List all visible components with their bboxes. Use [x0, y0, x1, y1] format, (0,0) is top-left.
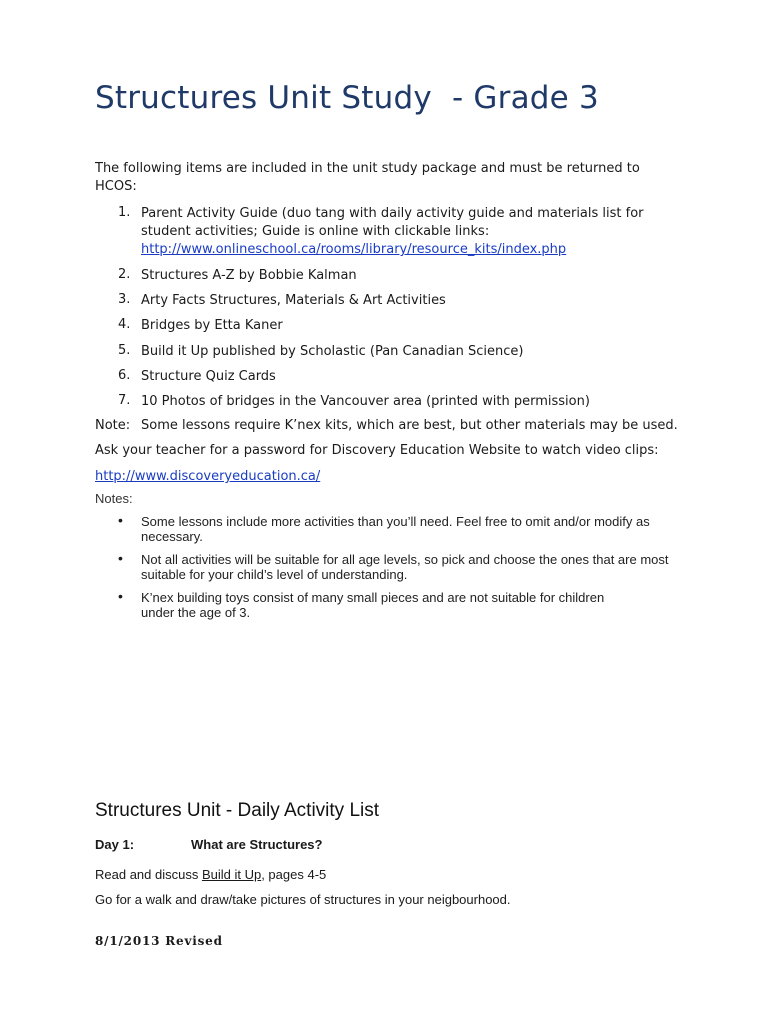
- discovery-education-link[interactable]: http://www.discoveryeducation.ca/: [95, 469, 321, 484]
- daily-activity-heading: Structures Unit - Daily Activity List: [95, 800, 380, 821]
- list-number: 5.: [118, 343, 131, 358]
- list-number: 3.: [118, 292, 131, 307]
- bullet-icon: •: [118, 512, 123, 528]
- list-number: 4.: [118, 317, 131, 332]
- read-prefix: Read and discuss: [95, 867, 202, 882]
- list-item-text: Structure Quiz Cards: [141, 369, 276, 384]
- list-item-text: Parent Activity Guide (duo tang with daily activity guide and materials list for: [141, 206, 644, 221]
- list-item-text: 10 Photos of bridges in the Vancouver area (printed with permission): [141, 394, 590, 409]
- intro-paragraph: The following items are included in the unit study package and must be returned to HCOS:: [95, 161, 640, 194]
- list-number: 7.: [118, 393, 131, 408]
- list-item-text: Build it Up published by Scholastic (Pan Canadian Science): [141, 344, 524, 359]
- day-label: Day 1:: [95, 837, 135, 852]
- day1-walk-line: Go for a walk and draw/take pictures of structures in your neigbourhood.: [95, 892, 511, 907]
- list-item-text: Structures A-Z by Bobbie Kalman: [141, 268, 357, 283]
- footer-revised-date: 8/1/2013 Revised: [95, 934, 223, 948]
- list-number: 2.: [118, 267, 131, 282]
- resource-kits-link[interactable]: http://www.onlineschool.ca/rooms/library/resource_kits/index.php: [141, 242, 567, 257]
- list-item-text: Arty Facts Structures, Materials & Art Activities: [141, 293, 446, 308]
- page-title: Structures Unit Study - Grade 3: [95, 80, 599, 116]
- read-suffix: , pages 4-5: [261, 867, 327, 882]
- note-label: Note:: [95, 418, 131, 433]
- bullet-text: Not all activities will be suitable for all age levels, so pick and choose the ones that are most suitable for your child’s level of understanding.: [141, 552, 669, 582]
- bullet-icon: •: [118, 588, 123, 604]
- day1-read-line: [95, 867, 326, 882]
- book-title: Build it Up: [201, 867, 262, 882]
- bullet-icon: •: [118, 550, 123, 566]
- list-item-text: Bridges by Etta Kaner: [141, 318, 283, 333]
- list-number: 6.: [118, 368, 131, 383]
- bullet-text: K’nex building toys consist of many small pieces and are not suitable for children under the age of 3.: [141, 590, 605, 620]
- day-title: What are Structures?: [191, 837, 323, 852]
- ask-teacher-text: Ask your teacher for a password for Discovery Education Website to watch video clips:: [95, 443, 659, 458]
- list-number: 1.: [118, 205, 131, 220]
- notes-label: Notes:: [95, 491, 133, 506]
- note-text: Some lessons require K’nex kits, which are best, but other materials may be used.: [141, 418, 678, 433]
- list-item-text: student activities; Guide is online with clickable links:: [141, 224, 490, 239]
- bullet-text: Some lessons include more activities than you’ll need. Feel free to omit and/or modify as necessary.: [141, 514, 650, 544]
